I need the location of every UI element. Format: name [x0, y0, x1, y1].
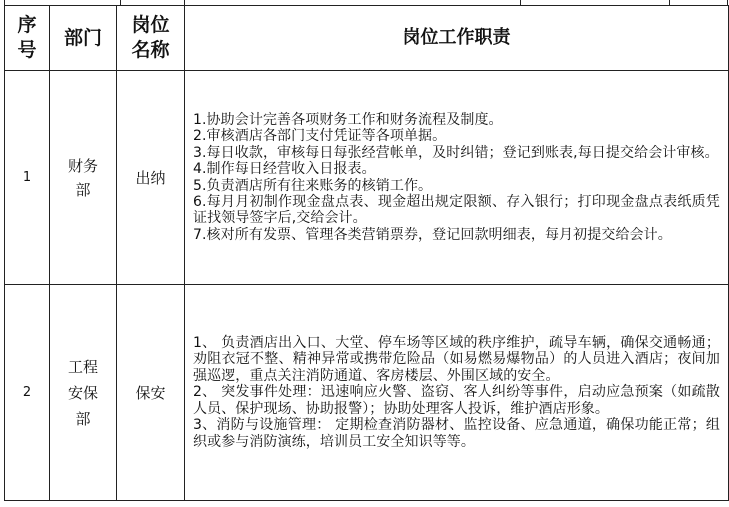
row-post: 保安 [117, 285, 185, 501]
duty-item: 2、 突发事件处理：迅速响应火警、盗窃、客人纠纷等事件，启动应急预案（如疏散人员、保护现场、协助报警）；协助处理客人投诉，维护酒店形象。 [193, 384, 720, 417]
duty-item: 7.核对所有发票、管理各类营销票券，登记回款明细表，每月初提交给会计。 [193, 226, 672, 243]
duty-item: 2.审核酒店各部门支付凭证等各项单据。 [193, 128, 447, 145]
header-row [5, 6, 729, 71]
row-duties [185, 71, 729, 285]
row-duties [185, 285, 729, 501]
row-dept: 工程安保部 [50, 285, 117, 501]
table-row [5, 285, 729, 501]
job-duty-table [4, 5, 729, 501]
row-seq: 2 [5, 285, 50, 501]
row-seq: 1 [5, 71, 50, 285]
row-post: 出纳 [117, 71, 185, 285]
duty-item: 3.每日收款，审核每日每张经营帐单，及时纠错；登记到账表,每日提交给会计审核。 [193, 144, 719, 161]
duty-item: 4.制作每日经营收入日报表。 [193, 161, 376, 178]
duty-item: 1、 负责酒店出入口、大堂、停车场等区域的秩序维护，疏导车辆，确保交通畅通；劝阻衣冠不整、精神异常或携带危险品（如易燃易爆物品）的人员进入酒店；夜间加强巡逻，重点关注消防通道、客房楼层、外围区域的安全。 [193, 335, 720, 384]
duty-item: 6.每月月初制作现金盘点表、现金超出规定限额、存入银行；打印现金盘点表纸质凭证找领导签字后,交给会计。 [193, 193, 720, 227]
duty-item: 3、消防与设施管理： 定期检查消防器材、监控设备、应急通道，确保功能正常；组织或参与消防演练，培训员工安全知识等等。 [193, 417, 720, 450]
duty-item: 5.负责酒店所有往来账务的核销工作。 [193, 177, 433, 194]
header-dept: 部门 [50, 6, 117, 71]
duty-item: 1.协助会计完善各项财务工作和财务流程及制度。 [193, 111, 503, 128]
row-dept: 财务部 [50, 71, 117, 285]
header-duties: 岗位工作职责 [185, 6, 729, 71]
header-seq: 序号 [5, 6, 50, 71]
header-post: 岗位名称 [117, 6, 185, 71]
table-row [5, 71, 729, 285]
